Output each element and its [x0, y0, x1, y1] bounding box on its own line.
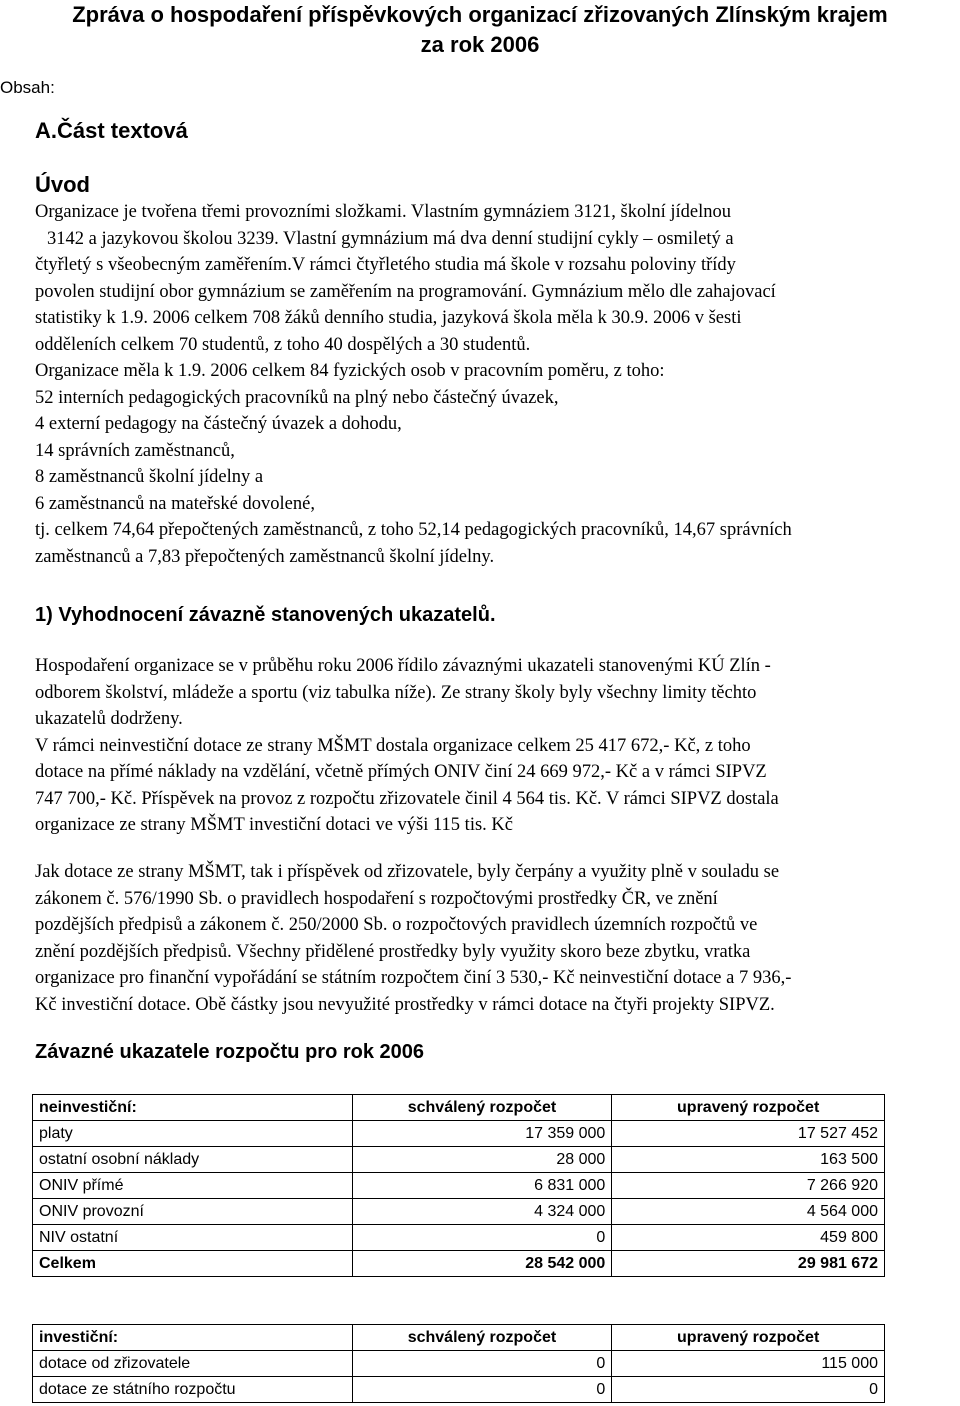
section-a-heading: A.Část textová [35, 118, 188, 143]
evaluation-line: odborem školství, mládeže a sportu (viz tabulka níže). Ze strany školy byly všechny limity těchto [35, 682, 757, 703]
intro-paragraph [35, 199, 960, 570]
drawing-line: pozdějších předpisů a zákonem č. 250/2000 Sb. o rozpočtových pravidlech územních rozpočtů ve [35, 915, 758, 935]
adjusted-value: 163 500 [612, 1147, 885, 1173]
table-row [33, 1199, 885, 1225]
adjusted-value: 115 000 [612, 1351, 885, 1377]
approved-value: 17 359 000 [352, 1121, 612, 1147]
table-row [33, 1121, 885, 1147]
row-label: ONIV provozní [33, 1199, 353, 1225]
adjusted-value: 0 [612, 1377, 885, 1403]
evaluation-line: V rámci neinvestiční dotace ze strany MŠMT dostala organizace celkem 25 417 672,- Kč, z toho [35, 735, 751, 756]
table-row [33, 1351, 885, 1377]
drawing-line: Jak dotace ze strany MŠMT, tak i příspěvek od zřizovatele, byly čerpány a využity plně v souladu se [35, 862, 780, 882]
intro-line: 6 zaměstnanců na mateřské dovolené, [35, 493, 315, 514]
drawing-line: Kč investiční dotace. Obě částky jsou nevyužité prostředky v rámci dotace na čtyři projekty SIPVZ. [35, 994, 775, 1015]
adjusted-value: 459 800 [612, 1225, 885, 1251]
approved-value: 0 [352, 1225, 612, 1251]
intro-line: čtyřletý s všeobecným zaměřením.V rámci čtyřletého studia má škole v rozsahu poloviny třídy [35, 255, 736, 275]
intro-line: Organizace měla k 1.9. 2006 celkem 84 fyzických osob v pracovním poměru, z toho: [35, 361, 665, 381]
page-title-line-2: za rok 2006 [420, 32, 540, 57]
approved-value: 4 324 000 [352, 1199, 612, 1225]
table-row [33, 1377, 885, 1403]
adjusted-value: 4 564 000 [612, 1199, 885, 1225]
intro-heading: Úvod [35, 172, 90, 197]
approved-value: 0 [352, 1351, 612, 1377]
column-header: schválený rozpočet [352, 1325, 612, 1351]
noninvestment-table [32, 1094, 885, 1277]
table-row [33, 1147, 885, 1173]
approved-value: 6 831 000 [352, 1173, 612, 1199]
intro-line: tj. celkem 74,64 přepočtených zaměstnanců, z toho 52,14 pedagogických pracovníků, 14,67 správních [35, 520, 792, 540]
table-header-row [33, 1325, 885, 1351]
evaluation-line: ukazatelů dodrženy. [35, 709, 183, 729]
table-total-row [33, 1251, 885, 1277]
drawing-paragraph [35, 859, 960, 1018]
adjusted-value: 7 266 920 [612, 1173, 885, 1199]
intro-line: statistiky k 1.9. 2006 celkem 708 žáků denního studia, jazyková škola měla k 30.9. 2006 v šesti [35, 308, 742, 328]
total-adjusted-value: 29 981 672 [612, 1251, 885, 1277]
evaluation-line: dotace na přímé náklady na vzdělání, včetně přímých ONIV činí 24 669 972,- Kč a v rámci SIPVZ [35, 762, 767, 782]
row-label: dotace od zřizovatele [33, 1351, 353, 1377]
drawing-line: znění pozdějších předpisů. Všechny přidělené prostředky byly využity skoro beze zbytku, vratka [35, 941, 751, 962]
investment-table [32, 1324, 885, 1403]
evaluation-line: Hospodaření organizace se v průběhu roku 2006 řídilo závaznými ukazateli stanovenými KÚ Zlín - [35, 656, 771, 676]
column-header: upravený rozpočet [612, 1325, 885, 1351]
intro-line: 52 interních pedagogických pracovníků na plný nebo částečný úvazek, [35, 387, 559, 408]
drawing-line: organizace pro finanční vypořádání se státním rozpočtem činí 3 530,- Kč neinvestiční dotace a 7 936,- [35, 968, 792, 988]
total-approved-value: 28 542 000 [352, 1251, 612, 1277]
column-header: upravený rozpočet [612, 1095, 885, 1121]
row-label: ONIV přímé [33, 1173, 353, 1199]
approved-value: 28 000 [352, 1147, 612, 1173]
table-header-row [33, 1095, 885, 1121]
row-label: platy [33, 1121, 353, 1147]
evaluation-paragraph [35, 653, 960, 839]
intro-line: odděleních celkem 70 studentů, z toho 40 dospělých a 30 studentů. [35, 334, 531, 355]
row-label: NIV ostatní [33, 1225, 353, 1251]
intro-line: zaměstnanců a 7,83 přepočtených zaměstnanců školní jídelny. [35, 546, 495, 567]
page-title-line-1: Zpráva o hospodaření příspěvkových organizací zřizovaných Zlínským krajem [72, 2, 888, 27]
intro-line: povolen studijní obor gymnázium se zaměřením na programování. Gymnázium mělo dle zahajovací [35, 281, 776, 302]
intro-line: 3142 a jazykovou školou 3239. Vlastní gymnázium má dva denní studijní cykly – osmiletý a [47, 228, 734, 249]
row-label: dotace ze státního rozpočtu [33, 1377, 353, 1403]
intro-line: 8 zaměstnanců školní jídelny a [35, 467, 264, 487]
intro-line: 14 správních zaměstnanců, [35, 440, 235, 461]
budget-heading: Závazné ukazatele rozpočtu pro rok 2006 [35, 1041, 425, 1063]
evaluation-heading: 1) Vyhodnocení závazně stanovených ukazatelů. [35, 604, 496, 626]
contents-label: Obsah: [0, 78, 55, 97]
table-row [33, 1173, 885, 1199]
adjusted-value: 17 527 452 [612, 1121, 885, 1147]
column-header: investiční: [33, 1325, 353, 1351]
column-header: schválený rozpočet [352, 1095, 612, 1121]
intro-line: Organizace je tvořena třemi provozními složkami. Vlastním gymnáziem 3121, školní jídelnou [35, 202, 731, 222]
intro-line: 4 externí pedagogy na částečný úvazek a dohodu, [35, 414, 402, 434]
approved-value: 0 [352, 1377, 612, 1403]
total-label: Celkem [33, 1251, 353, 1277]
page-title [24, 0, 936, 60]
table-row [33, 1225, 885, 1251]
evaluation-line: organizace ze strany MŠMT investiční dotaci ve výši 115 tis. Kč [35, 815, 513, 835]
column-header: neinvestiční: [33, 1095, 353, 1121]
drawing-line: zákonem č. 576/1990 Sb. o pravidlech hospodaření s rozpočtovými prostředky ČR, ve znění [35, 888, 718, 909]
evaluation-line: 747 700,- Kč. Příspěvek na provoz z rozpočtu zřizovatele činil 4 564 tis. Kč. V rámci SIPVZ dostala [35, 788, 779, 809]
row-label: ostatní osobní náklady [33, 1147, 353, 1173]
